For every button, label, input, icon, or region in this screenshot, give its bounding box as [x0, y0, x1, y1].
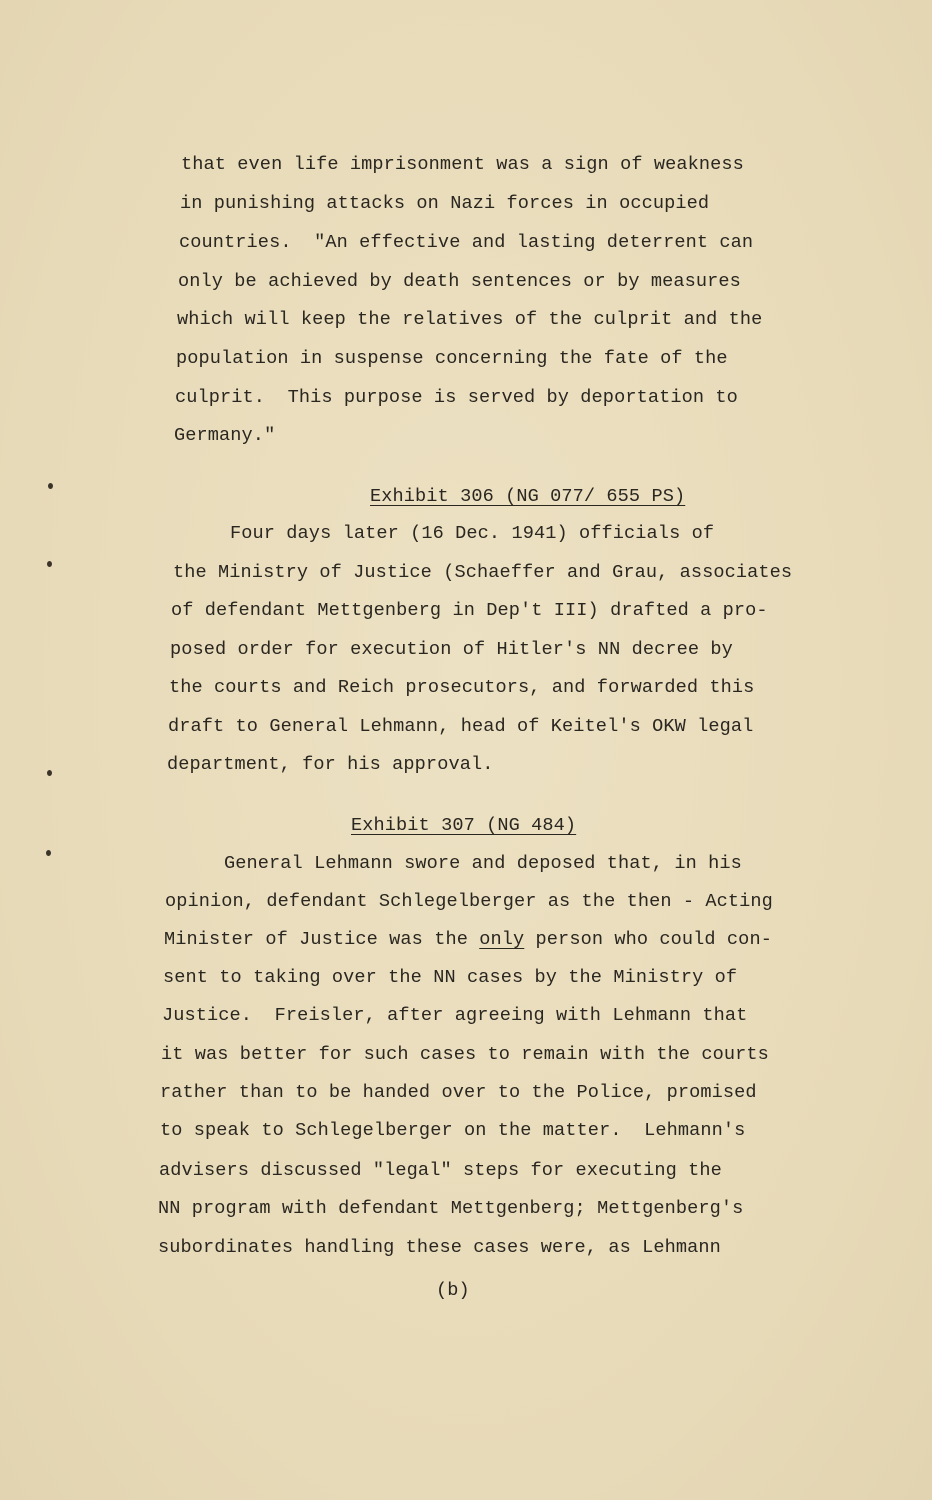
underlined-word: only	[479, 929, 525, 950]
margin-mark	[48, 483, 53, 489]
text-line: draft to General Lehmann, head of Keitel's OKW legal	[168, 716, 754, 737]
text-line	[164, 928, 772, 952]
text-line: subordinates handling these cases were, as Lehmann	[158, 1237, 721, 1258]
margin-mark	[47, 770, 52, 776]
text-segment: Minister of Justice was the	[164, 929, 480, 950]
text-line: that even life imprisonment was a sign of weakness	[181, 154, 744, 175]
text-line: department, for his approval.	[167, 754, 494, 775]
text-line: culprit. This purpose is served by deportation to	[175, 387, 738, 408]
text-line: to speak to Schlegelberger on the matter. Lehmann's	[160, 1120, 746, 1141]
text-line: Justice. Freisler, after agreeing with Lehmann that	[162, 1005, 748, 1026]
text-line: rather than to be handed over to the Police, promised	[160, 1082, 757, 1103]
page-number: (b)	[436, 1280, 470, 1301]
text-line: the Ministry of Justice (Schaeffer and Grau, associates	[173, 562, 793, 583]
text-line: the courts and Reich prosecutors, and forwarded this	[169, 677, 755, 698]
text-line: sent to taking over the NN cases by the Ministry of	[163, 967, 738, 988]
text-line: which will keep the relatives of the culprit and the	[177, 309, 763, 330]
text-line: of defendant Mettgenberg in Dep't III) drafted a pro-	[171, 600, 768, 621]
text-segment: person who could con-	[524, 929, 772, 950]
text-line: countries. "An effective and lasting deterrent can	[179, 232, 754, 253]
text-line: in punishing attacks on Nazi forces in occupied	[180, 193, 710, 214]
text-line: opinion, defendant Schlegelberger as the then - Acting	[165, 891, 773, 912]
margin-mark	[46, 850, 51, 856]
text-line: General Lehmann swore and deposed that, in his	[224, 853, 742, 874]
text-line: NN program with defendant Mettgenberg; Mettgenberg's	[158, 1198, 744, 1219]
text-line: Germany."	[174, 425, 276, 446]
exhibit-heading: Exhibit 307 (NG 484)	[351, 815, 577, 836]
text-line: it was better for such cases to remain with the courts	[161, 1044, 769, 1065]
text-line: Four days later (16 Dec. 1941) officials of	[230, 523, 715, 544]
text-line: only be achieved by death sentences or by measures	[178, 271, 741, 292]
exhibit-heading: Exhibit 306 (NG 077/ 655 PS)	[370, 486, 686, 507]
text-line: population in suspense concerning the fate of the	[176, 348, 728, 369]
margin-mark	[47, 561, 52, 567]
text-line: advisers discussed "legal" steps for executing the	[159, 1160, 722, 1181]
text-line: posed order for execution of Hitler's NN decree by	[170, 639, 733, 660]
